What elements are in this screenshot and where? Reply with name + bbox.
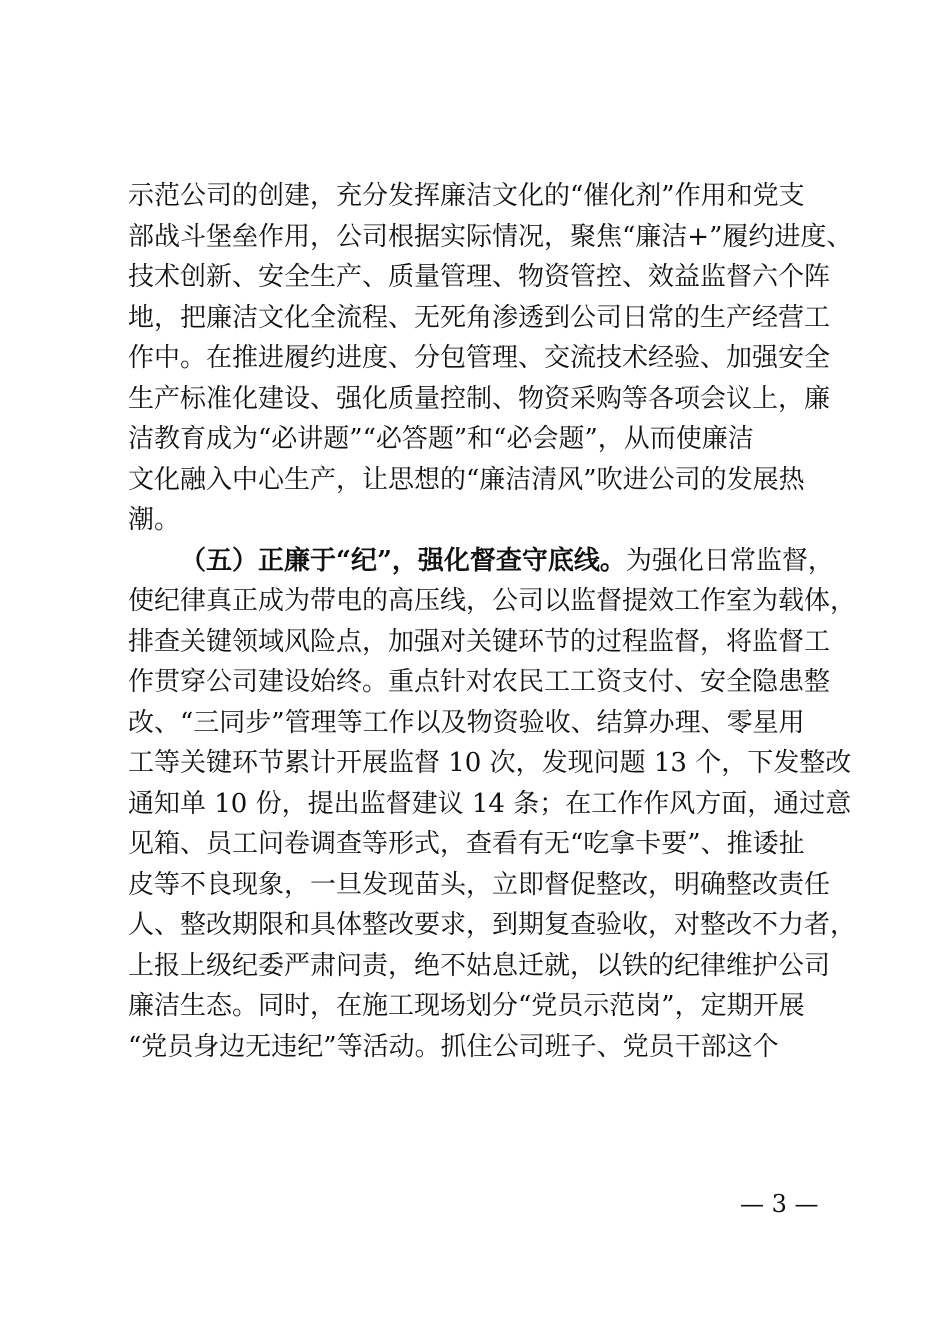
text-line: 作中。在推进履约进度、分包管理、交流技术经验、加强安全 xyxy=(128,343,831,373)
text-line: 改、“三同步”管理等工作以及物资验收、结算办理、零星用 xyxy=(128,707,805,738)
text-line: 文化融入中心生产，让思想的“廉洁清风”吹进公司的发展热 xyxy=(128,464,805,495)
text-line: 潮。 xyxy=(128,505,181,535)
section-five-first-line xyxy=(128,541,834,582)
text-line: 通知单 10 份，提出监督建议 14 条；在工作作风方面，通过意 xyxy=(128,788,852,819)
text-line: 见箱、员工问卷调查等形式，查看有无“吃拿卡要”、推诿扯 xyxy=(128,829,805,859)
text-line: 示范公司的创建，充分发挥廉洁文化的“催化剂”作用和党支 xyxy=(128,181,805,211)
text-line: 廉洁生态。同时，在施工现场划分“党员示范岗”，定期开展 xyxy=(128,991,805,1021)
text-line: 皮等不良现象，一旦发现苗头，立即督促整改，明确整改责任 xyxy=(128,869,831,900)
document-body xyxy=(128,176,857,1067)
text-line: 上报上级纪委严肃问责，绝不姑息迁就，以铁的纪律维护公司 xyxy=(128,950,831,981)
text-line: 排查关键领域风险点，加强对关键环节的过程监督，将监督工 xyxy=(128,626,831,657)
text-line: 生产标准化建设、强化质量控制、物资采购等各项会议上，廉 xyxy=(128,383,831,414)
text-line: 工等关键环节累计开展监督 10 次，发现问题 13 个，下发整改 xyxy=(128,748,852,778)
text-line: 部战斗堡垒作用，公司根据实际情况，聚焦“廉洁+”履约进度、 xyxy=(128,221,853,252)
text-line: 地，把廉洁文化全流程、无死角渗透到公司日常的生产经营工 xyxy=(128,302,831,333)
section-five-first-line-text: 为强化日常监督， xyxy=(625,545,834,576)
page-number: — 3 — xyxy=(740,1190,819,1218)
text-line: 技术创新、安全生产、质量管理、物资管控、效益监督六个阵 xyxy=(128,262,831,292)
text-line: “党员身边无违纪”等活动。抓住公司班子、党员干部这个 xyxy=(128,1031,779,1062)
text-line: 使纪律真正成为带电的高压线，公司以监督提效工作室为载体， xyxy=(128,586,857,616)
text-line: 人、整改期限和具体整改要求，到期复查验收，对整改不力者， xyxy=(128,910,857,940)
text-line: 作贯穿公司建设始终。重点针对农民工工资支付、安全隐患整 xyxy=(128,667,831,697)
section-five-heading: （五）正廉于“纪”，强化督查守底线。 xyxy=(180,545,626,576)
text-line: 洁教育成为“必讲题”“必答题”和“必会题”，从而使廉洁 xyxy=(128,424,754,454)
